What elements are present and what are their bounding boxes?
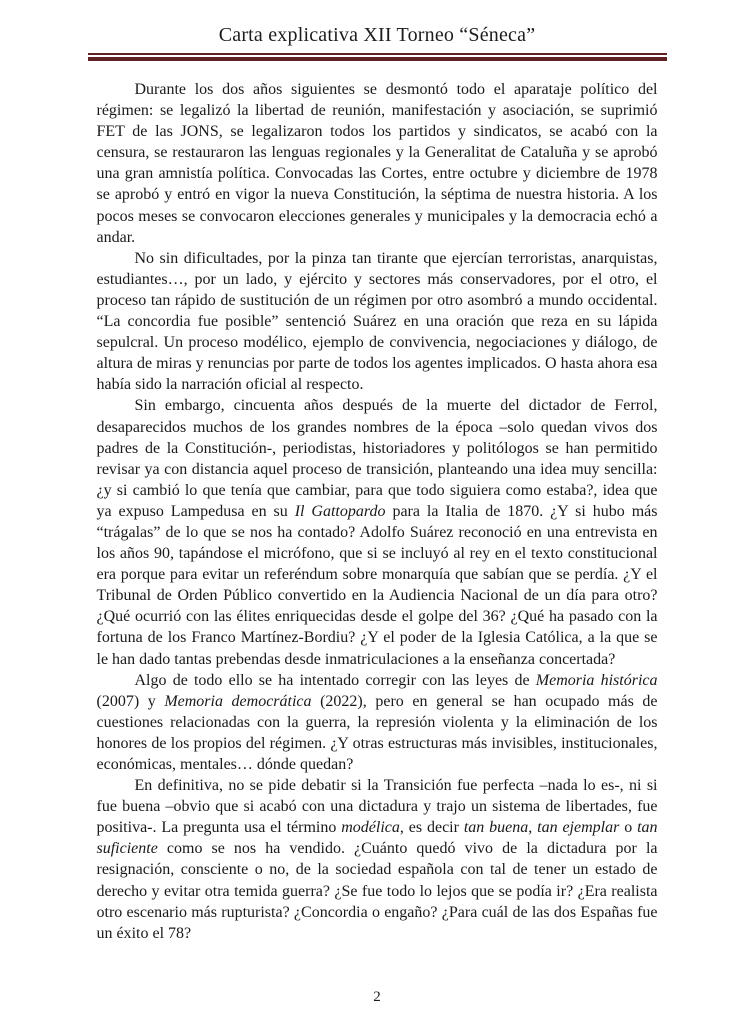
text-run: Durante los dos años siguientes se desmontó todo el aparataje político del régimen: se legalizó la libertad de reunión, manifestación y asociación, se suprimió FET de las JONS, se legalizaron todos los partidos y sindicatos, se acabó con la censura, se restauraron las lenguas regionales y la Generalitat de Cataluña y se aprobó una gran amnistía política. Convocadas las Cortes, entre octubre y diciembre de 1978 se aprobó y entró en vigor la nueva Constitución, la séptima de nuestra historia. A los pocos meses se convocaron elecciones generales y municipales y la democracia echó a andar. [96,81,658,246]
italic-text-run: tan suficiente [96,819,658,858]
text-run: como se nos ha vendido. ¿Cuánto quedó vivo de la dictadura por la resignación, consciente o no, de la sociedad española con tal de tener un estado de derecho y evitar otra temida guerra? ¿Se fue todo lo lejos que se podía ir? ¿Era realista otro escenario más rupturista? ¿Concordia o engaño? ¿Para cuál de las dos Españas fue un éxito el 78? [96,840,658,942]
italic-text-run: tan buena [463,819,529,837]
italic-text-run: Memoria democrática [164,692,312,710]
page-number: 2 [373,989,381,1005]
paragraph [97,79,658,248]
text-run: Sin embargo, cincuenta años después de la muerte del dictador de Ferrol, desaparecidos muchos de los grandes nombres de la época –solo quedan vivos dos padres de la Constitución-, periodistas, historiadores y politólogos se han permitido revisar ya con distancia aquel proceso de transición, planteando una idea muy sencilla: ¿y si cambió lo que tenía que cambiar, para que todo siguiera como estaba?, idea que ya expuso Lampedusa en su [96,397,658,520]
document-header [0,0,754,61]
italic-text-run: Memoria histórica [535,671,658,689]
text-run: Algo de todo ello se ha intentado corregir con las leyes de [134,671,536,689]
paragraph [97,395,658,669]
text-run: , [528,819,538,837]
text-run: En definitiva, no se pide debatir si la Transición fue perfecta –nada lo es-, ni si fue buena –obvio que si acabó con una dictadura y trajo un sistema de libertades, fue positiva-. La pregunta usa el término [96,777,658,837]
title-rule [88,53,667,61]
text-run: (2022), pero en general se han ocupado más de cuestiones relacionadas con la guerra, la represión violenta y la eliminación de los honores de los propios del régimen. ¿Y otras estructuras más invisibles, institucionales, económicas, mentales… dónde quedan? [96,692,658,773]
paragraph [97,248,658,396]
text-run: para la Italia de 1870. ¿Y si hubo más “trágalas” de lo que se nos ha contado? Adolfo Suárez reconoció en una entrevista en los años 90, tapándose el micrófono, que si se incluyó al rey en el texto constitucional era porque para evitar un referéndum sobre monarquía que sabían que se perdía. ¿Y el Tribunal de Orden Público convertido en la Audiencia Nacional de un día para otro? ¿Qué ocurrió con las élites enriquecidas desde el golpe del 36? ¿Qué ha pasado con la fortuna de los Franco Martínez-Bordiu? ¿Y el poder de la Iglesia Católica, a la que se le han dado tantas prebendas desde inmatriculaciones a la enseñanza concertada? [96,502,658,668]
italic-text-run: Il Gattopardo [294,502,386,520]
paragraph [97,670,658,775]
text-run: o [619,819,638,837]
text-run: No sin dificultades, por la pinza tan tirante que ejercían terroristas, anarquistas, estudiantes…, por un lado, y ejército y sectores más conservadores, por el otro, el proceso tan rápido de sustitución de un régimen por otro asombró a mundo occidental. “La concordia fue posible” sentenció Suárez en una oración que reza en su lápida sepulcral. Un proceso modélico, ejemplo de convivencia, negociaciones y diálogo, de altura de miras y renuncias por parte de todos los agentes implicados. O hasta ahora esa había sido la narración oficial al respecto. [96,249,658,394]
document-body [97,79,658,944]
italic-text-run: modélica [341,819,400,837]
italic-text-run: tan ejemplar [537,819,620,837]
text-run: (2007) y [96,692,165,710]
page-title: Carta explicativa XII Torneo “Séneca” [218,24,536,46]
text-run: , es decir [399,819,464,837]
paragraph [97,775,658,944]
